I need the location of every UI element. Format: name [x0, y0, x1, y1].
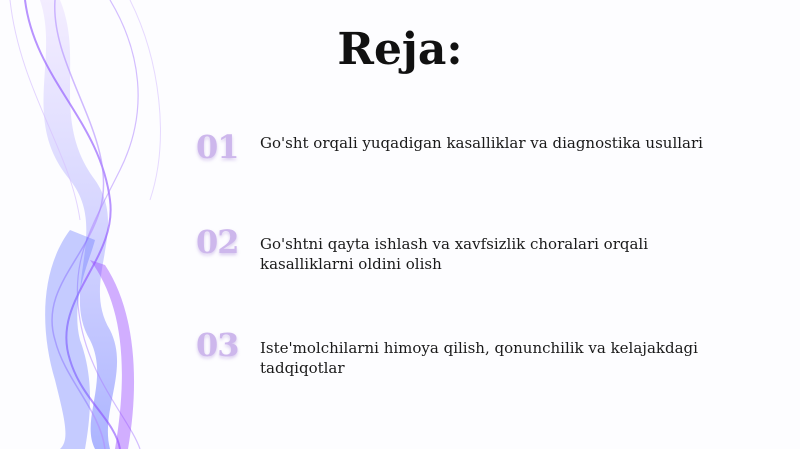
item-number: 02	[196, 223, 239, 261]
item-text: Go'shtni qayta ishlash va xavfsizlik choralari orqali kasalliklarni oldini olish	[260, 235, 649, 273]
list-item	[196, 225, 756, 285]
page-title: Reja:	[337, 24, 463, 75]
list-item	[196, 130, 756, 190]
item-number: 01	[196, 128, 239, 166]
purple-wave-decoration	[0, 0, 210, 449]
item-number: 03	[196, 326, 239, 364]
item-text: Iste'molchilarni himoya qilish, qonunchilik va kelajakdagi tadqiqotlar	[260, 339, 698, 377]
list-item	[196, 328, 756, 388]
item-text: Go'sht orqali yuqadigan kasalliklar va diagnostika usullari	[260, 134, 703, 152]
